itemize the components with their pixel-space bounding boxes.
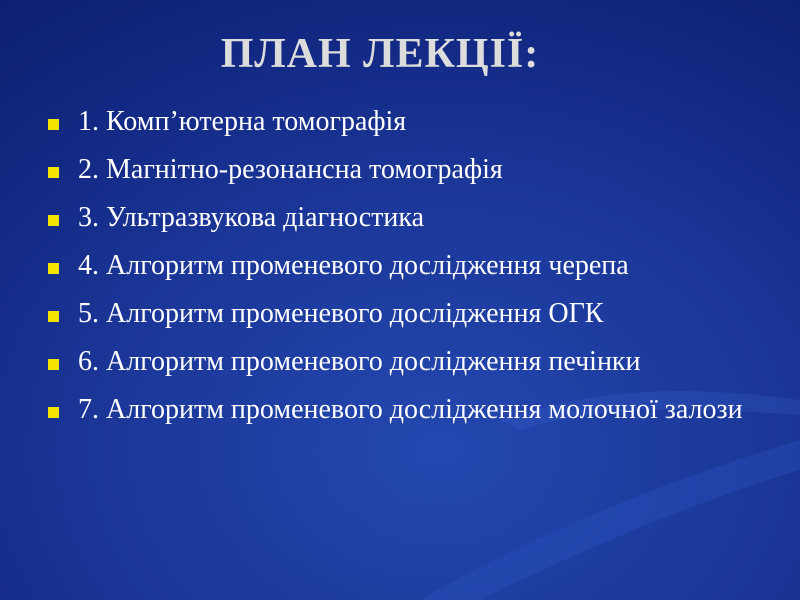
lecture-plan-list [44, 103, 744, 439]
bullet-icon [48, 407, 59, 418]
list-item [44, 151, 744, 189]
slide-title: ПЛАН ЛЕКЦІЇ: [220, 31, 540, 77]
list-item-text: 6. Алгоритм променевого дослідження печінки [78, 346, 641, 377]
list-item-text: 2. Магнітно-резонансна томографія [78, 154, 503, 185]
bullet-icon [48, 167, 59, 178]
list-item [44, 295, 744, 333]
list-item-text: 1. Комп’ютерна томографія [78, 106, 407, 137]
bullet-icon [48, 119, 59, 130]
bullet-icon [48, 215, 59, 226]
list-item-text: 4. Алгоритм променевого дослідження черепа [78, 250, 629, 281]
bullet-icon [48, 359, 59, 370]
list-item-text: 5. Алгоритм променевого дослідження ОГК [78, 298, 604, 329]
bullet-icon [48, 263, 59, 274]
list-item [44, 247, 744, 285]
list-item-text: 7. Алгоритм променевого дослідження молочної залози [78, 394, 743, 425]
list-item [44, 199, 744, 237]
list-item [44, 391, 744, 429]
bullet-icon [48, 311, 59, 322]
list-item [44, 103, 744, 141]
list-item-text: 3. Ультразвукова діагностика [78, 202, 425, 233]
list-item [44, 343, 744, 381]
